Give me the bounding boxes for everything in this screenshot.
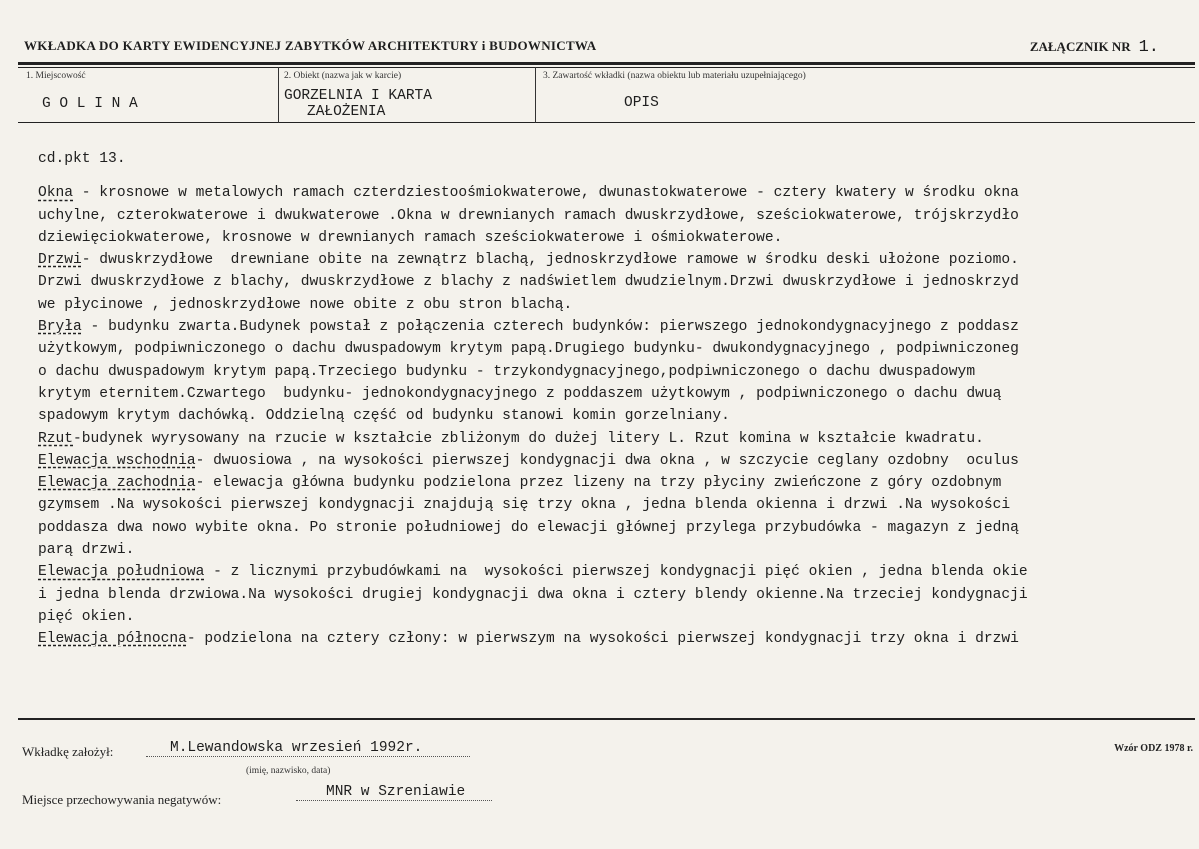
object-value-line1: GORZELNIA I KARTA (284, 88, 432, 104)
negatives-value: MNR w Szreniawie (296, 784, 492, 801)
elewacja-wschodnia-term: Elewacja wschodnia (38, 452, 196, 469)
intro-line: cd.pkt 13. (38, 151, 126, 167)
locality-value: G O L I N A (42, 96, 138, 112)
form-title: WKŁADKA DO KARTY EWIDENCYJNEJ ZABYTKÓW ARCHITEKTURY i BUDOWNICTWA (24, 38, 597, 53)
rzut-line-1: Rzut-budynek wyrysowany na rzucie w kształcie zbliżonym do dużej litery L. Rzut komina w kształcie kwadratu. (38, 430, 984, 447)
negatives-label: Miejsce przechowywania negatywów: (22, 792, 222, 807)
form-code: Wzór ODZ 1978 r. (1114, 743, 1193, 754)
drzwi-term: Drzwi (38, 252, 82, 269)
attachment-info (1030, 38, 1159, 57)
bryla-line-3: o dachu dwuspadowym krytym papą.Trzeciego budynku - trzykondygnacyjnego,podpiwniczonego o dachu dwuspadowym (38, 363, 976, 380)
header-rule-thin (18, 67, 1195, 68)
body-bottom-rule (18, 718, 1195, 720)
author-hint: (imię, nazwisko, data) (246, 766, 331, 776)
elewacja-poludniowa-line-1: Elewacja południowa - z licznymi przybudówkami na wysokości pierwszej kondygnacji pięć okien , jedna blenda okie (38, 564, 1028, 581)
drzwi-line-2: Drzwi dwuskrzydłowe z blachy, dwuskrzydłowe z blachy z nadświetlem dwudzielnym.Drzwi dwuskrzydłowe i jednoskrzyd (38, 274, 1019, 291)
attachment-label: ZAŁĄCZNIK NR (1029, 39, 1131, 54)
drzwi-line-3: we płycinowe , jednoskrzydłowe nowe obite z obu stron blachą. (38, 296, 573, 313)
field-divider-2 (535, 67, 536, 123)
field-divider-1 (278, 67, 279, 123)
bryla-line-4: krytym eternitem.Czwartego budynku- jednokondygnacyjnego z poddaszem użytkowym , podpiwniczonego o dachu dwuą (38, 385, 1002, 402)
object-value-line2: ZAŁOŻENIA (307, 104, 386, 120)
elewacja-polnocna-line-1: Elewacja północna- podzielona na cztery człony: w pierwszym na wysokości pierwszej kondygnacji trzy okna i drzwi (38, 631, 1019, 648)
drzwi-line-1: Drzwi- dwuskrzydłowe drewniane obite na zewnątrz blachą, jednoskrzydłowe ramowe w środku deski ułożone poziomo. (38, 252, 1019, 269)
okna-line-3: dziewięciokwaterowe, krosnowe w drewnianych ramach sześciokwaterowe i ośmiokwaterowe. (38, 229, 783, 246)
author-label: Wkładkę założył: (22, 744, 114, 759)
content-value: OPIS (624, 95, 659, 111)
content-label: 3. Zawartość wkładki (nazwa obiektu lub materiału uzupełniającego) (543, 71, 806, 81)
attachment-number: 1. (1138, 38, 1159, 57)
okna-term: Okna (38, 185, 74, 202)
elewacja-poludniowa-term: Elewacja południowa (38, 564, 205, 581)
elewacja-poludniowa-line-3: pięć okien. (38, 608, 135, 625)
object-label: 2. Obiekt (nazwa jak w karcie) (284, 71, 402, 81)
author-value: M.Lewandowska wrzesień 1992r. (146, 740, 470, 757)
okna-line-1: Okna - krosnowe w metalowych ramach czterdziestoośmiokwaterowe, dwunastokwaterowe - cztery kwatery w środku okna (38, 185, 1019, 202)
elewacja-zachodnia-line-4: parą drzwi. (38, 542, 135, 559)
bryla-line-2: użytkowym, podpiwniczonego o dachu dwuspadowym krytym papą.Drugiego budynku- dwukondygnacyjnego , podpiwniczoneg (38, 341, 1019, 358)
elewacja-zachodnia-line-2: gzymsem .Na wysokości pierwszej kondygnacji znajdują się trzy okna , jedna blenda okienna i drzwi .Na wysokości (38, 497, 1011, 514)
locality-label: 1. Miejscowość (26, 71, 86, 81)
bryla-line-1: Bryła - budynku zwarta.Budynek powstał z połączenia czterech budynków: pierwszego jednokondygnacyjnego z poddasz (38, 319, 1019, 336)
fields-bottom-rule (18, 122, 1195, 123)
bryla-term: Bryła (38, 319, 82, 336)
elewacja-zachodnia-line-1: Elewacja zachodnia- elewacja główna budynku podzielona przez lizeny na trzy płyciny zwieńczone z góry ozdobnym (38, 475, 1002, 492)
elewacja-zachodnia-term: Elewacja zachodnia (38, 475, 196, 492)
okna-line-2: uchylne, czterokwaterowe i dwukwaterowe .Okna w drewnianych ramach dwuskrzydłowe, sześciokwaterowe, trójskrzydło (38, 207, 1019, 224)
elewacja-wschodnia-line-1: Elewacja wschodnia- dwuosiowa , na wysokości pierwszej kondygnacji dwa okna , w szczycie ceglany ozdobny oculus (38, 452, 1019, 469)
bryla-line-5: spadowym krytym dachówką. Oddzielną część od budynku stanowi komin gorzelniany. (38, 408, 730, 425)
header-rule-thick (18, 62, 1195, 65)
rzut-term: Rzut (38, 430, 74, 447)
elewacja-polnocna-term: Elewacja północna (38, 631, 187, 648)
description-text (38, 148, 1198, 651)
elewacja-poludniowa-line-2: i jedna blenda drzwiowa.Na wysokości drugiej kondygnacji dwa okna i cztery blendy okienne.Na trzeciej kondygnacji (38, 586, 1028, 603)
elewacja-zachodnia-line-3: poddasza dwa nowo wybite okna. Po stronie południowej do elewacji głównej przylega przybudówka - magazyn z jedną (38, 519, 1019, 536)
